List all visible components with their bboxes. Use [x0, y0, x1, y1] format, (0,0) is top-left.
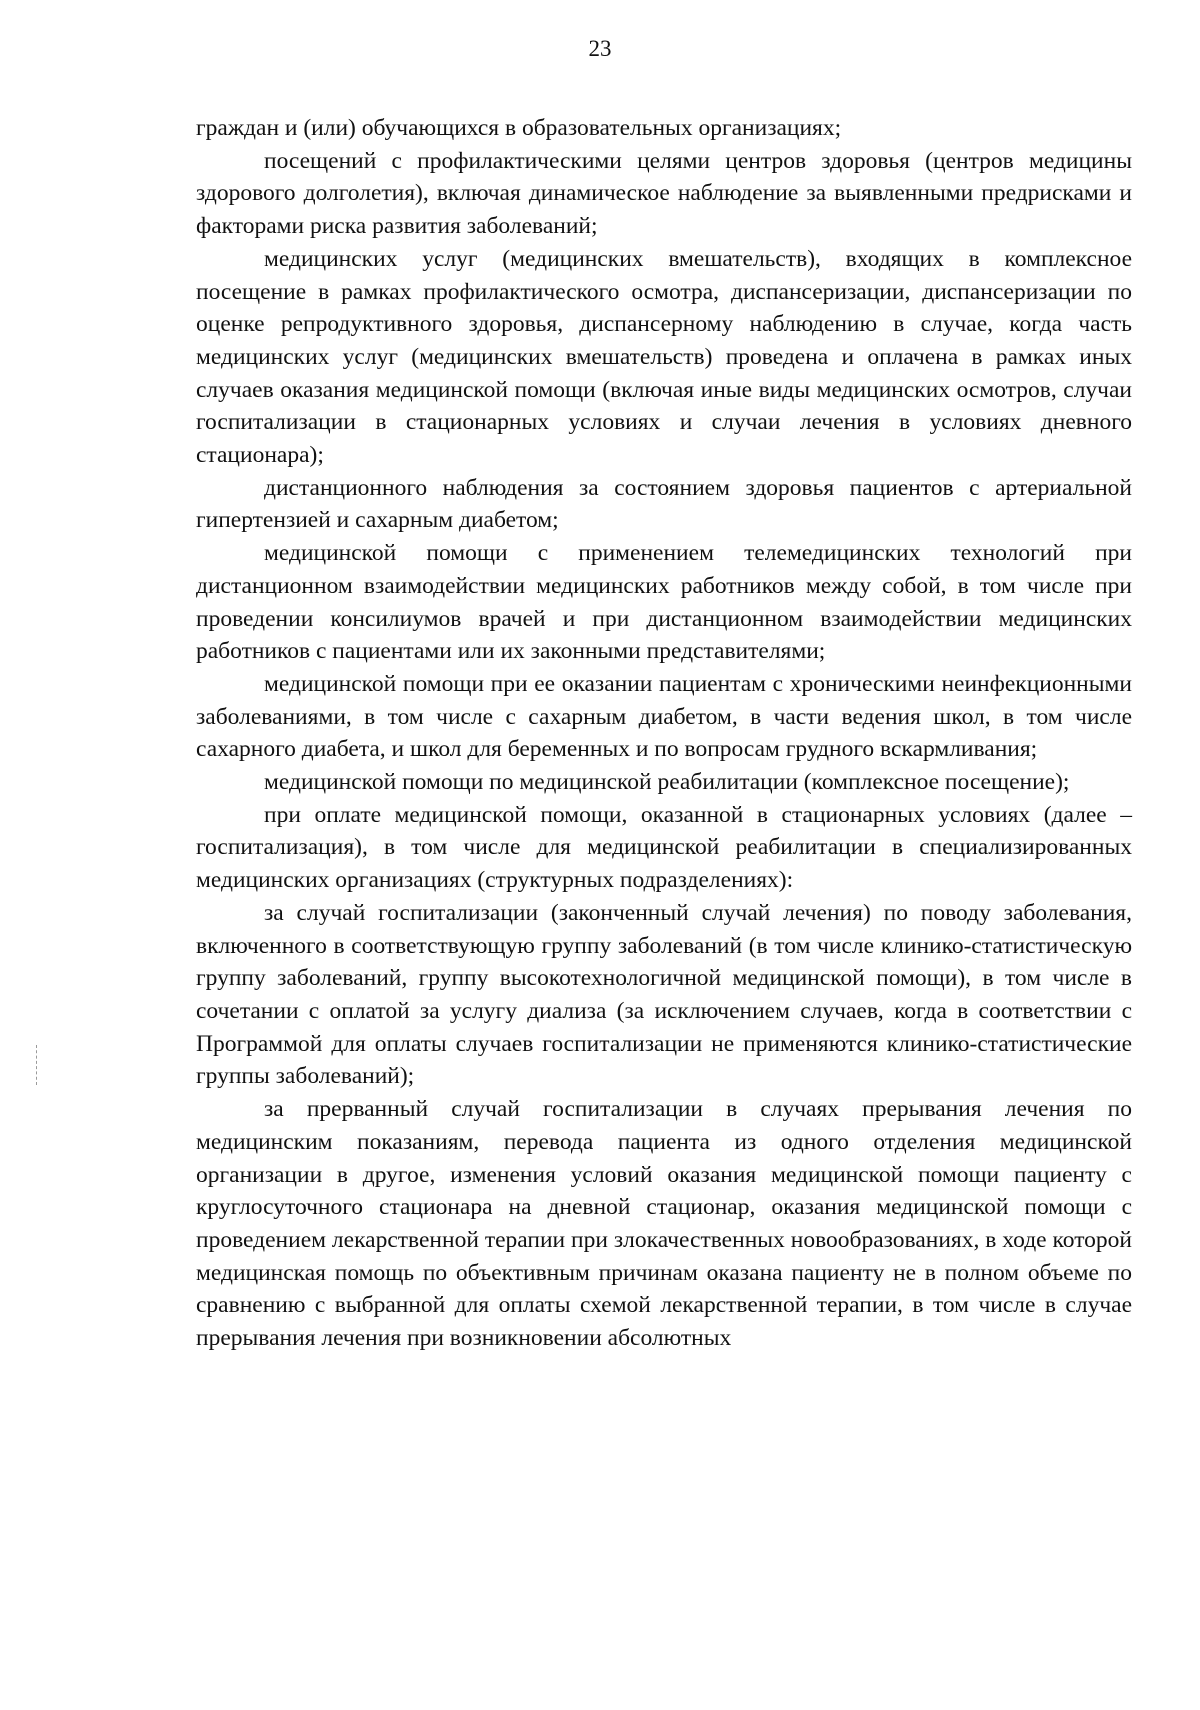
paragraph-medical-services: медицинских услуг (медицинских вмешательств), входящих в комплексное посещение в рамках профилактического осмотра, диспансеризации, диспансеризации по оценке репродуктивного здоровья, диспансерному наблюдению в случае, когда часть медицинских услуг (медицинских вмешательств) проведена и оплачена в рамках иных случаев оказания медицинской помощи (включая иные виды медицинских осмотров, случаи госпитализации в стационарных условиях и случаи лечения в условиях дневного стационара); — [196, 245, 1132, 469]
paragraph-hospitalization-case: за случай госпитализации (законченный случай лечения) по поводу заболевания, включенного в соответствующую группу заболеваний (в том числе клинико-статистическую группу заболеваний, группу высокотехнологичной медицинской помощи), в том числе в сочетании с оплатой за услугу диализа (за исключением случаев, когда в соответствии с Программой для оплаты случаев госпитализации не применяются клинико-статистические группы заболеваний); — [196, 899, 1132, 1090]
document-body — [196, 112, 1132, 1355]
paragraph-interrupted-case: за прерванный случай госпитализации в случаях прерывания лечения по медицинским показаниям, перевода пациента из одного отделения медицинской организации в другое, изменения условий оказания медицинской помощи пациенту с круглосуточного стационара на дневной стационар, оказания медицинской помощи с проведением лекарственной терапии при злокачественных новообразованиях, в ходе которой медицинская помощь по объективным причинам оказана пациенту не в полном объеме по сравнению с выбранной для оплаты схемой лекарственной терапии, в том числе в случае прерывания лечения при возникновении абсолютных — [196, 1096, 1132, 1352]
paragraph-chronic-diseases: медицинской помощи при ее оказании пациентам с хроническими неинфекционными заболеваниями, в том числе с сахарным диабетом, в части ведения школ, в том числе сахарного диабета, и школ для беременных и по вопросам грудного вскармливания; — [196, 670, 1132, 763]
scan-artifact-line — [36, 1045, 37, 1085]
paragraph-telemedicine: медицинской помощи с применением телемедицинских технологий при дистанционном взаимодействии медицинских работников между собой, в том числе при проведении консилиумов врачей и при дистанционном взаимодействии медицинских работников с пациентами или их законными представителями; — [196, 540, 1132, 665]
paragraph-continuation: граждан и (или) обучающихся в образовательных организациях; — [196, 115, 842, 141]
paragraph-inpatient-payment: при оплате медицинской помощи, оказанной в стационарных условиях (далее – госпитализация), в том числе для медицинской реабилитации в специализированных медицинских организациях (структурных подразделениях): — [196, 801, 1132, 894]
paragraph-health-centers: посещений с профилактическими целями центров здоровья (центров медицины здорового долголетия), включая динамическое наблюдение за выявленными предрисками и факторами риска развития заболеваний; — [196, 147, 1132, 240]
paragraph-remote-monitoring: дистанционного наблюдения за состоянием здоровья пациентов с артериальной гипертензией и сахарным диабетом; — [196, 474, 1132, 534]
page-number: 23 — [588, 36, 612, 61]
paragraph-rehabilitation: медицинской помощи по медицинской реабилитации (комплексное посещение); — [264, 769, 1070, 796]
